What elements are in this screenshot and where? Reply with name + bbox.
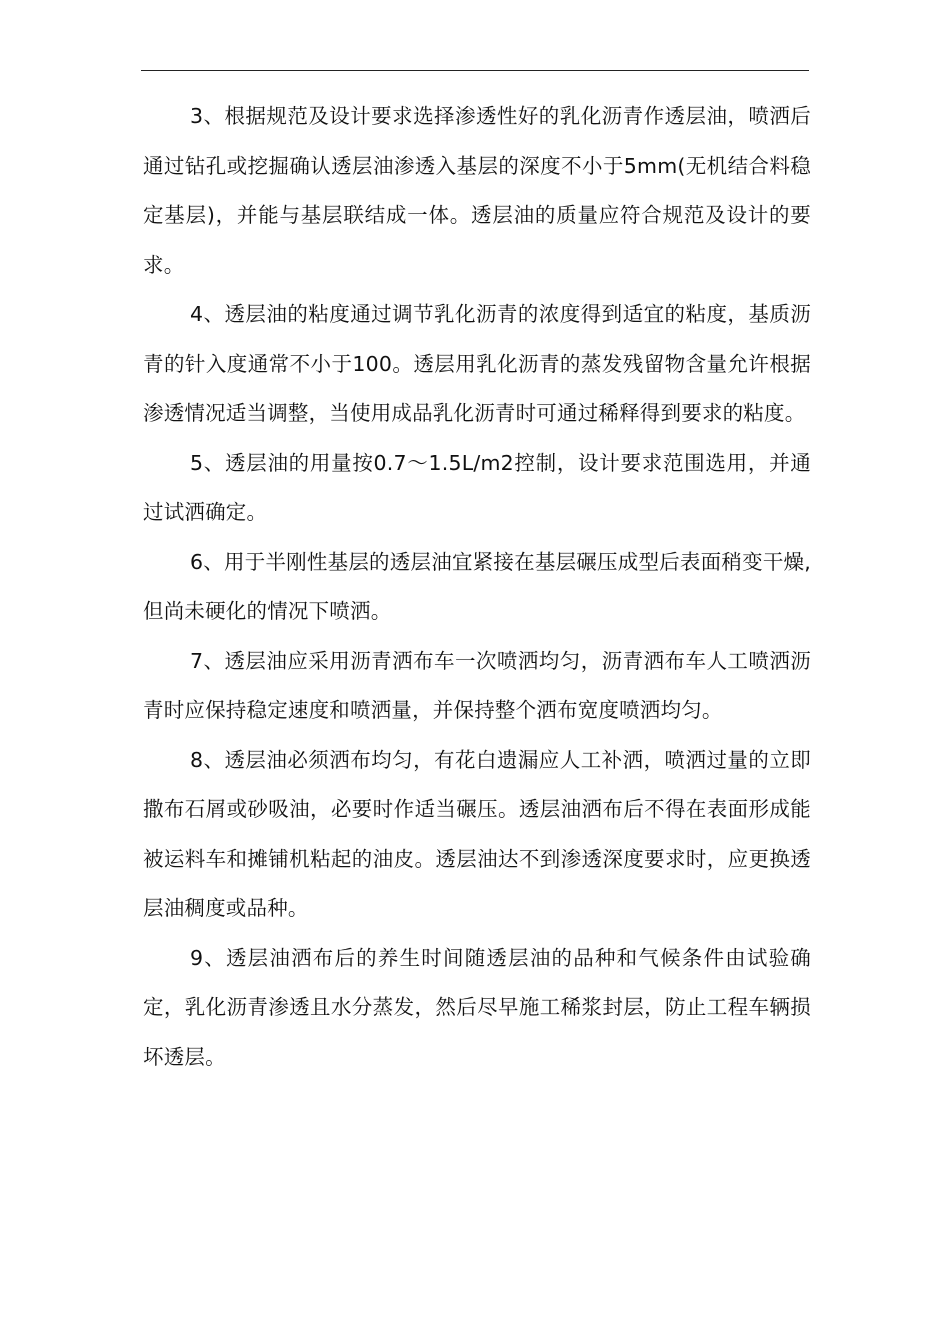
- document-body: [143, 92, 811, 1082]
- paragraph-6: 6、用于半刚性基层的透层油宜紧接在基层碾压成型后表面稍变干燥,但尚未硬化的情况下喷洒。: [143, 549, 811, 623]
- paragraph-7: 7、透层油应采用沥青洒布车一次喷洒均匀，沥青洒布车人工喷洒沥青时应保持稳定速度和喷洒量，并保持整个洒布宽度喷洒均匀。: [143, 648, 811, 722]
- paragraph-4: 4、透层油的粘度通过调节乳化沥青的浓度得到适宜的粘度，基质沥青的针入度通常不小于100。透层用乳化沥青的蒸发残留物含量允许根据渗透情况适当调整，当使用成品乳化沥青时可通过稀释得到要求的粘度。: [143, 302, 811, 425]
- paragraph-9: 9、透层油洒布后的养生时间随透层油的品种和气候条件由试验确定，乳化沥青渗透且水分蒸发，然后尽早施工稀浆封层，防止工程车辆损坏透层。: [143, 945, 811, 1069]
- paragraph-5: 5、透层油的用量按0.7～1.5L/m2控制，设计要求范围选用，并通过试洒确定。: [143, 450, 811, 524]
- header-rule: [141, 70, 809, 71]
- paragraph-3: 3、根据规范及设计要求选择渗透性好的乳化沥青作透层油，喷洒后通过钻孔或挖掘确认透层油渗透入基层的深度不小于5mm(无机结合料稳定基层)，并能与基层联结成一体。透层油的质量应符合规范及设计的要求。: [143, 104, 811, 277]
- paragraph-8: 8、透层油必须洒布均匀，有花白遗漏应人工补洒，喷洒过量的立即撒布石屑或砂吸油，必要时作适当碾压。透层油洒布后不得在表面形成能被运料车和摊铺机粘起的油皮。透层油达不到渗透深度要求时，应更换透层油稠度或品种。: [143, 747, 811, 920]
